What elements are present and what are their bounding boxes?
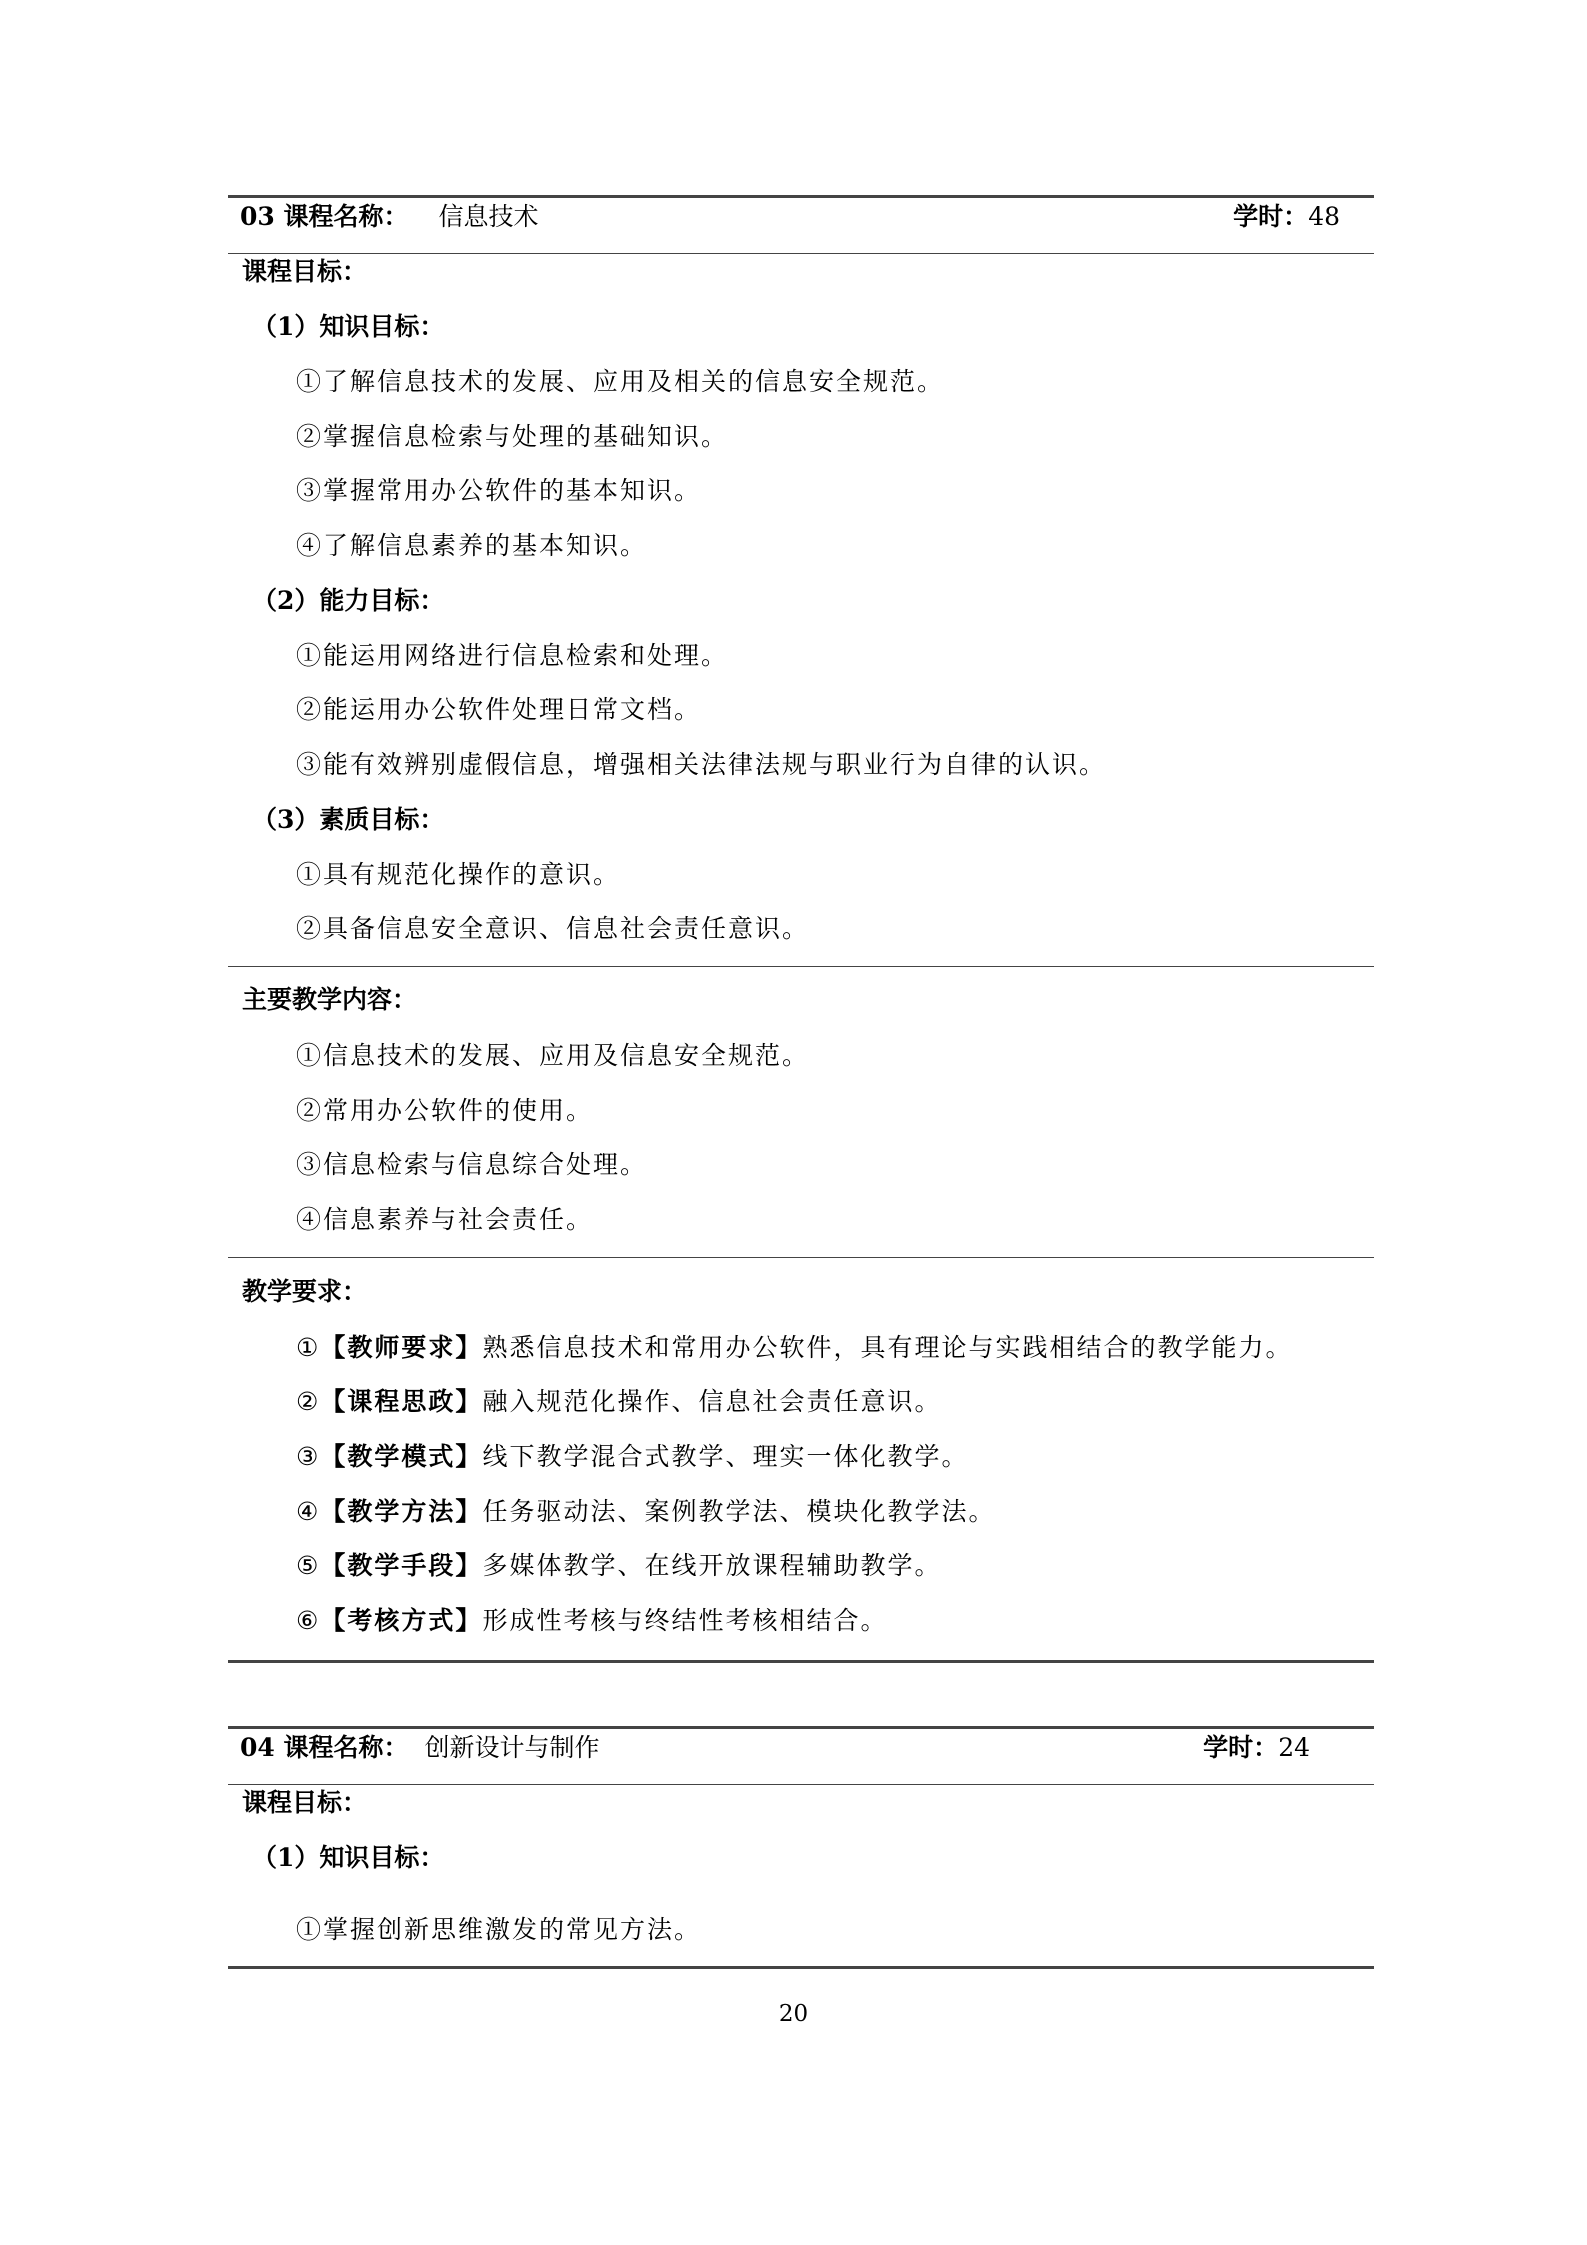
requirement-tag: 【教学方法】 <box>320 1497 483 1526</box>
requirement-text: 熟悉信息技术和常用办公软件，具有理论与实践相结合的教学能力。 <box>482 1333 1293 1362</box>
requirement-number: ④ <box>296 1497 321 1526</box>
requirement-text: 融入规范化操作、信息社会责任意识。 <box>482 1387 942 1416</box>
ability-item: ②能运用办公软件处理日常文档。 <box>296 695 702 724</box>
requirement-item <box>296 1382 941 1422</box>
course-03-header <box>240 194 1340 240</box>
requirement-text: 多媒体教学、在线开放课程辅助教学。 <box>482 1551 942 1580</box>
requirement-item <box>296 1546 941 1586</box>
requirement-item <box>296 1601 887 1641</box>
requirement-item <box>296 1492 995 1532</box>
section-divider <box>228 966 1374 967</box>
knowledge-goals-title: （1）知识目标： <box>252 312 445 341</box>
course-hours <box>1203 1725 1310 1771</box>
knowledge-item: ③掌握常用办公软件的基本知识。 <box>296 476 702 505</box>
requirement-tag: 【考核方式】 <box>320 1606 483 1635</box>
requirement-number: ⑥ <box>296 1606 321 1635</box>
goals-title: 课程目标： <box>242 257 368 286</box>
requirement-item <box>296 1437 968 1477</box>
ability-goals-title: （2）能力目标： <box>252 586 445 615</box>
requirement-number: ⑤ <box>296 1551 321 1580</box>
quality-goals-title: （3）素质目标： <box>252 805 445 834</box>
requirement-tag: 【教师要求】 <box>320 1333 483 1362</box>
course-04-header <box>240 1725 1310 1771</box>
header-divider <box>228 253 1374 254</box>
ability-item: ③能有效辨别虚假信息，增强相关法律法规与职业行为自律的认识。 <box>296 750 1107 779</box>
requirement-tag: 【教学模式】 <box>320 1442 483 1471</box>
quality-item: ①具有规范化操作的意识。 <box>296 860 621 889</box>
requirement-text: 形成性考核与终结性考核相结合。 <box>482 1606 888 1635</box>
requirement-text: 线下教学混合式教学、理实一体化教学。 <box>482 1442 969 1471</box>
knowledge-item: ④了解信息素养的基本知识。 <box>296 531 648 560</box>
knowledge-goals-title: （1）知识目标： <box>252 1843 445 1872</box>
requirement-number: ③ <box>296 1442 321 1471</box>
content-item: ①信息技术的发展、应用及信息安全规范。 <box>296 1041 810 1070</box>
content-item: ②常用办公软件的使用。 <box>296 1096 594 1125</box>
hours-label: 学时： <box>1203 1733 1279 1762</box>
course-name-label: 04 课程名称： <box>240 1733 409 1762</box>
quality-item: ②具备信息安全意识、信息社会责任意识。 <box>296 914 810 943</box>
requirement-number: ① <box>296 1333 321 1362</box>
requirement-text: 任务驱动法、案例教学法、模块化教学法。 <box>482 1497 996 1526</box>
requirement-item <box>296 1328 1292 1368</box>
hours-value: 48 <box>1308 202 1340 231</box>
course-name: 信息技术 <box>438 202 539 231</box>
table-bottom-rule <box>228 1966 1374 1969</box>
page-number: 20 <box>778 2001 809 2027</box>
knowledge-item: ②掌握信息检索与处理的基础知识。 <box>296 422 729 451</box>
content-title: 主要教学内容： <box>242 985 418 1014</box>
course-hours <box>1233 194 1340 240</box>
knowledge-item: ①掌握创新思维激发的常见方法。 <box>296 1915 702 1944</box>
content-item: ③信息检索与信息综合处理。 <box>296 1150 648 1179</box>
course-name: 创新设计与制作 <box>424 1733 600 1762</box>
hours-label: 学时： <box>1233 202 1309 231</box>
requirement-tag: 【教学手段】 <box>320 1551 483 1580</box>
course-name-label: 03 课程名称： <box>240 202 409 231</box>
requirement-tag: 【课程思政】 <box>320 1387 483 1416</box>
table-bottom-rule <box>228 1660 1374 1663</box>
header-divider <box>228 1784 1374 1785</box>
requirements-title: 教学要求： <box>242 1277 368 1306</box>
section-divider <box>228 1257 1374 1258</box>
requirement-number: ② <box>296 1387 321 1416</box>
hours-value: 24 <box>1278 1733 1310 1762</box>
knowledge-item: ①了解信息技术的发展、应用及相关的信息安全规范。 <box>296 367 945 396</box>
goals-title: 课程目标： <box>242 1788 368 1817</box>
ability-item: ①能运用网络进行信息检索和处理。 <box>296 641 729 670</box>
content-item: ④信息素养与社会责任。 <box>296 1205 594 1234</box>
